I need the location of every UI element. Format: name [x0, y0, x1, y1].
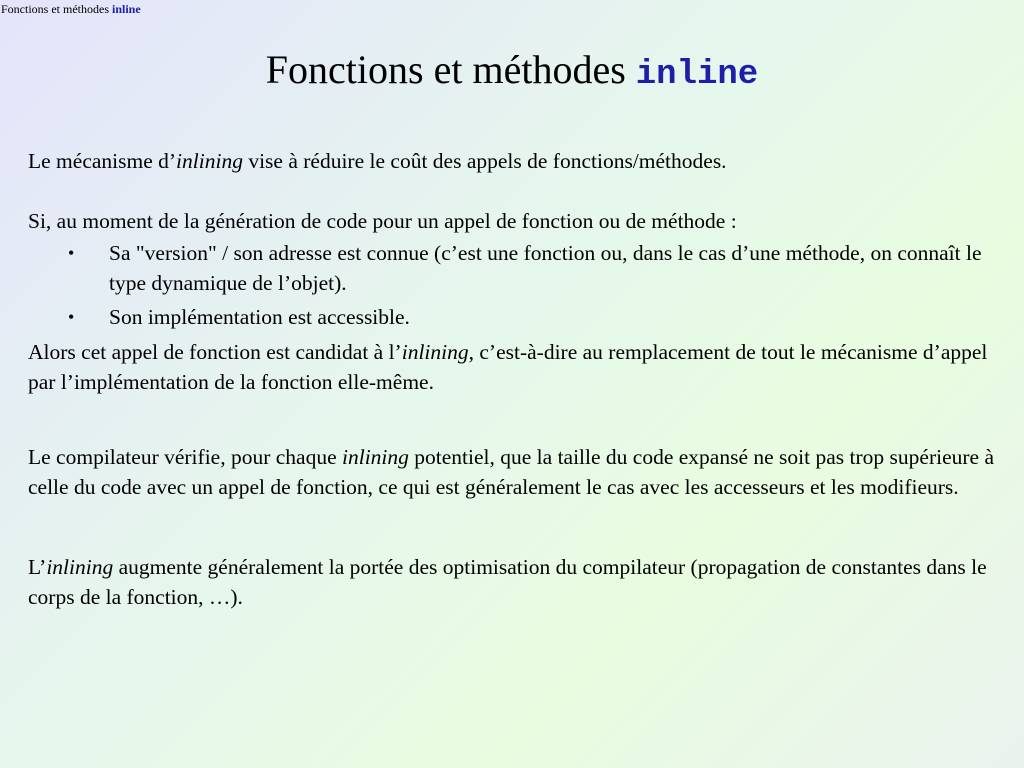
list-item: [28, 238, 998, 298]
paragraph-optimisation-text-2: augmente généralement la portée des optimisation du compilateur (propagation de constantes dans le corps de la fonction, …).: [28, 555, 987, 609]
slide-title: [0, 46, 1024, 99]
bullet-icon: •: [68, 243, 75, 263]
paragraph-intro: [28, 146, 998, 176]
paragraph-candidate-text-1: Alors cet appel de fonction est candidat à l’: [28, 340, 402, 364]
paragraph-intro-text-1: Le mécanisme d’: [28, 149, 177, 173]
paragraph-optimisation-term: inlining: [46, 555, 114, 579]
paragraph-compiler-check-text-1: Le compilateur vérifie, pour chaque: [28, 445, 342, 469]
slide-title-text: Fonctions et méthodes: [265, 47, 636, 92]
bullet-icon: •: [68, 307, 75, 327]
page-header: [1, 1, 141, 17]
paragraph-candidate-term: inlining: [401, 340, 469, 364]
paragraph-compiler-check-text-2: potentiel, que la taille du code expansé ne soit pas trop supérieure à celle du code avec un appel de fonction, ce qui est généralement le cas avec les accesseurs et les modifieurs.: [28, 445, 994, 499]
slide-title-keyword: inline: [635, 56, 759, 94]
paragraph-optimisation-text-1: L’: [28, 555, 47, 579]
list-item-text: Son implémentation est accessible.: [109, 305, 410, 329]
paragraph-compiler-check-term: inlining: [342, 445, 409, 469]
paragraph-intro-text-2: vise à réduire le coût des appels de fonctions/méthodes.: [242, 149, 727, 173]
paragraph-intro-term: inlining: [176, 149, 243, 173]
paragraph-candidate: [28, 337, 998, 397]
paragraph-candidate-text-2: , c’est-à-dire au remplacement de tout le mécanisme d’appel par l’implémentation de la fonction elle-même.: [28, 340, 988, 394]
paragraph-optimisation: [28, 552, 998, 612]
list-item-text: Sa "version" / son adresse est connue (c’est une fonction ou, dans le cas d’une méthode, on connaît le type dynamique de l’objet).: [109, 241, 982, 295]
condition-list: [28, 238, 998, 332]
paragraph-condition: Si, au moment de la génération de code pour un appel de fonction ou de méthode :: [28, 209, 737, 233]
paragraph-compiler-check: [28, 442, 998, 502]
page-header-text: Fonctions et méthodes: [1, 2, 112, 16]
page-header-keyword: inline: [112, 2, 141, 16]
slide-content: [28, 146, 998, 612]
list-item: [28, 302, 998, 332]
